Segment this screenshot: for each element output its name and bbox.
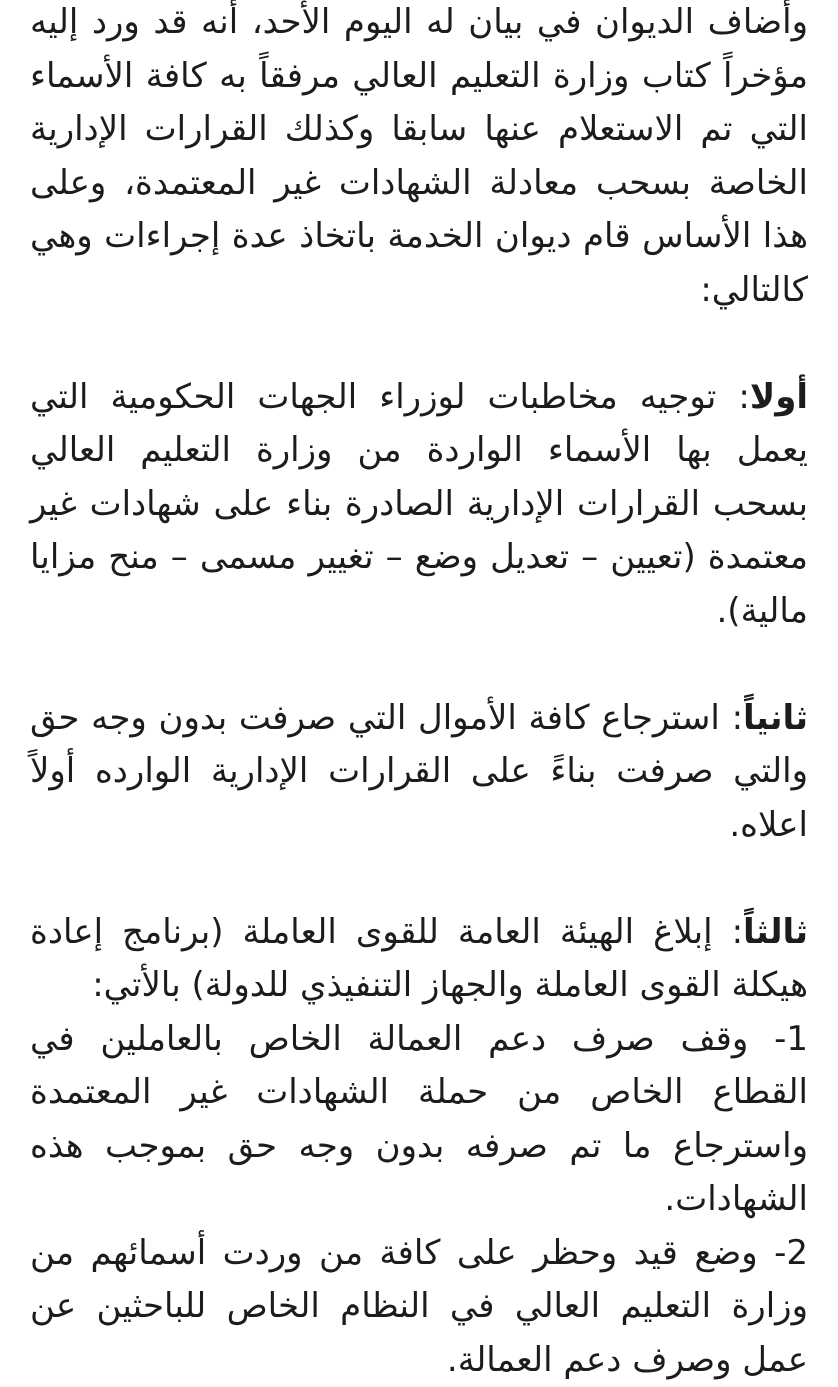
paragraph-spacer: [30, 852, 808, 906]
second-measure-paragraph: [30, 692, 808, 853]
intro-paragraph: وأضاف الديوان في بيان له اليوم الأحد، أنه قد ورد إليه مؤخراً كتاب وزارة التعليم العالي مرفقاً به كافة الأسماء التي تم الاستعلام عنها سابقا وكذلك القرارات الإدارية الخاصة بسحب معادلة الشهادات غير المعتمدة، وعلى هذا الأساس قام ديوان الخدمة باتخاذ عدة إجراءات وهي كالتالي:: [30, 0, 808, 317]
first-measure-label: أولا: [750, 377, 808, 417]
second-measure-label: ثانياً: [743, 698, 808, 738]
second-measure-text: : استرجاع كافة الأموال التي صرفت بدون وجه حق والتي صرفت بناءً على القرارات الإدارية الوارده أولاً اعلاه.: [30, 698, 808, 845]
third-measure-paragraph: [30, 906, 808, 1013]
first-measure-paragraph: [30, 371, 808, 639]
paragraph-spacer: [30, 638, 808, 692]
third-measure-text: : إبلاغ الهيئة العامة للقوى العاملة (برنامج إعادة هيكلة القوى العاملة والجهاز التنفيذي للدولة) بالأتي:: [30, 912, 808, 1006]
third-measure-label: ثالثاً: [743, 912, 808, 952]
third-measure-item-1: 1- وقف صرف دعم العمالة الخاص بالعاملين في القطاع الخاص من حملة الشهادات غير المعتمدة واسترجاع ما تم صرفه بدون وجه حق بموجب هذه الشهادات.: [30, 1013, 808, 1227]
third-measure-item-2: 2- وضع قيد وحظر على كافة من وردت أسمائهم من وزارة التعليم العالي في النظام الخاص للباحثين عن عمل وصرف دعم العمالة.: [30, 1227, 808, 1387]
paragraph-spacer: [30, 317, 808, 371]
article-body: [30, 0, 808, 1387]
first-measure-text: : توجيه مخاطبات لوزراء الجهات الحكومية التي يعمل بها الأسماء الواردة من وزارة التعليم العالي بسحب القرارات الإدارية الصادرة بناء على شهادات غير معتمدة (تعيين – تعديل وضع – تغيير مسمى – منح مزايا مالية).: [30, 377, 808, 631]
